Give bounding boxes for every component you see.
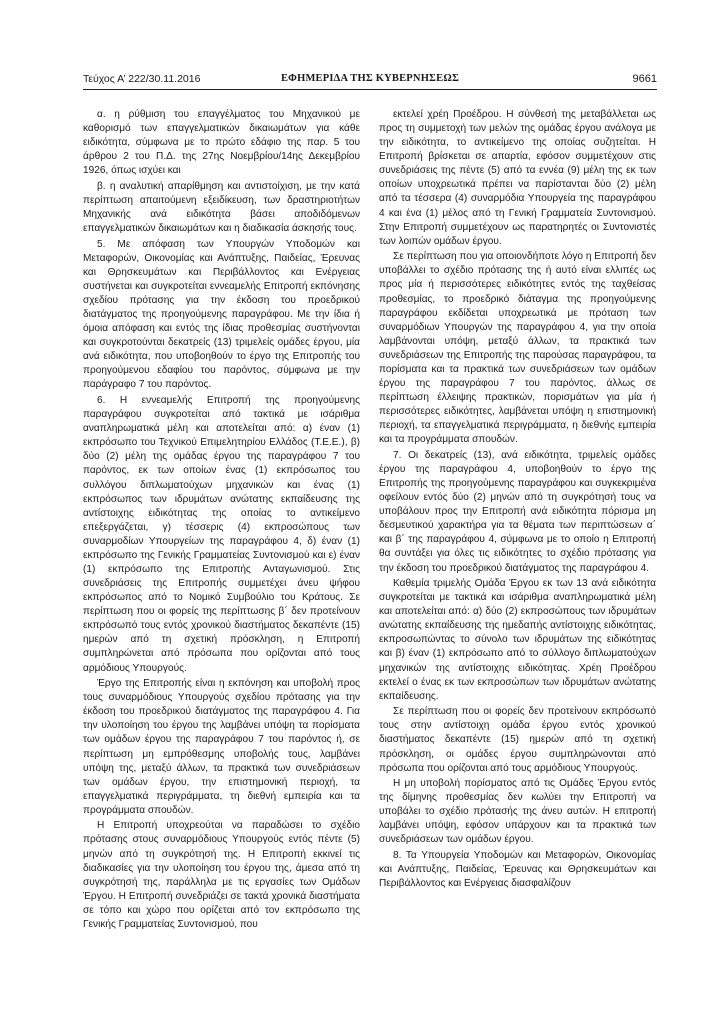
header-divider (83, 89, 657, 90)
paragraph: 8. Τα Υπουργεία Υποδομών και Μεταφορών, Οικονομίας και Ανάπτυξης, Παιδείας, Έρευνας και Θρησκευμάτων και Περιβάλλοντος και Ενέργειας διασφαλίζουν (379, 850, 656, 890)
paragraph: Σε περίπτωση που οι φορείς δεν προτείνουν εκπρόσωπό τους στην αντίστοιχη ομάδα έργου εντός χρονικού διαστήματος δεκαπέντε (15) ημερών από τη σχετική πρόσκληση, οι ομάδες έργου συμπληρώνονται από πρόσωπα που ορίζονται από τους αρμόδιους Υπουργούς. (379, 706, 656, 774)
paragraph: Η Επιτροπή υποχρεούται να παραδώσει το σχέδιο πρότασης στους συναρμόδιους Υπουργούς εντός πέντε (5) μηνών από τη συγκρότησή της. Η Επιτροπή εκκινεί τις διαδικασίες για την υλοποίηση του έργου της, άμεσα από τη συγκρότησή της, παράλληλα με τις εργασίες των Ομάδων Έργου. Η Επιτροπή συνεδριάζει σε τακτά χρονικά διαστήματα σε τόπο και χώρο που ορίζεται από τον εκπρόσωπο της Γενικής Γραμματείας Συντονισμού, που (83, 820, 360, 930)
paragraph: Καθεμία τριμελής Ομάδα Έργου εκ των 13 ανά ειδικότητα συγκροτείται με τακτικά και ισάριθμα αναπληρωματικά μέλη και αποτελείται από: α) δύο (2) εκπροσώπους των ιδρυμάτων ανώτατης εκπαίδευσης της ημεδαπής αντίστοιχης ειδικότητας, εκπροσωπώντας το σύνολο των ιδρυμάτων της ειδικότητας και β) έναν (1) εκπρόσωπο από το σύλλογο διπλωματούχων μηχανικών της αντίστοιχης ειδικότητας. Χρέη Προέδρου εκτελεί ο ένας εκ των εκπροσώπων των ιδρυμάτων ανώτατης εκπαίδευσης. (379, 578, 656, 702)
paragraph: Έργο της Επιτροπής είναι η εκπόνηση και υποβολή προς τους συναρμόδιους Υπουργούς σχεδίου πρότασης για την έκδοση του προεδρικού διατάγματος της παραγράφου 4. Για την υλοποίηση του έργου της λαμβάνει υπόψη τα πορίσματα των ομάδων έργου της παραγράφου 7 του παρόντος ή, σε περίπτωση μη εμπρόθεσμης υποβολής τους, λαμβάνει υπόψη της, μεταξύ άλλων, τα πρακτικά των συνεδριάσεων των ομάδων έργου, την επιστημονική περιοχή, τα επαγγελματικά περιγράμματα, τη διεθνή εμπειρία και τα προγράμματα σπουδών. (83, 678, 360, 816)
paragraph: α. η ρύθμιση του επαγγέλματος του Μηχανικού με καθορισμό των επαγγελματικών δικαιωμάτων για κάθε ειδικότητα, σύμφωνα με το πρώτο εδάφιο της παρ. 5 του άρθρου 2 του Π.Δ. της 27ης Νοεμβρίου/14ης Δεκεμβρίου 1926, όπως ισχύει και (83, 109, 360, 177)
paragraph: Η μη υποβολή πορίσματος από τις Ομάδες Έργου εντός της δίμηνης προθεσμίας δεν κωλύει την Επιτροπή να υποβάλει το σχέδιο πρότασής της άνευ αυτών. Η επιτροπή λαμβάνει υπόψη, εφόσον υπάρχουν και τα πρακτικά των συνεδριάσεων των ομάδων έργου. (379, 778, 656, 846)
page-header (83, 70, 657, 88)
right-column (379, 108, 656, 1004)
left-column (83, 108, 360, 1004)
paragraph: 5. Με απόφαση των Υπουργών Υποδομών και Μεταφορών, Οικονομίας και Ανάπτυξης, Παιδείας, Έρευνας και Θρησκευμάτων και Περιβάλλοντος και Ενέργειας συστήνεται και συγκροτείται εννεαμελής Επιτροπή εκπόνησης σχεδίου πρότασης για την έκδοση του προεδρικού διατάγματος της προηγούμενης παραγράφου. Με την ίδια ή όμοια απόφαση και εντός της ίδιας προθεσμίας συστήνονται και συγκροτούνται δεκατρείς (13) τριμελείς ομάδες έργου, μία ανά ειδικότητα, που υποβοηθούν το έργο της Επιτροπής του προηγούμενου εδαφίου του παρόντος, σύμφωνα με την παράγραφο 7 του παρόντος. (83, 238, 360, 391)
paragraph: 7. Οι δεκατρείς (13), ανά ειδικότητα, τριμελείς ομάδες έργου της παραγράφου 4, υποβοηθούν το έργο της Επιτροπής της προηγούμενης παραγράφου και συγκεκριμένα οφείλουν εντός δύο (2) μηνών από τη συγκρότησή τους να υποβάλουν προς την Επιτροπή ανά ειδικότητα πόρισμα μη δεσμευτικού χαρακτήρα για τα θέματα των περιπτώσεων α΄ και β΄ της παραγράφου 4, σύμφωνα με το οποίο η Επιτροπή θα συντάξει για όλες τις ειδικότητες το σχέδιο πρότασης για την έκδοση του προεδρικού διατάγματος της παραγράφου 4. (379, 449, 656, 574)
gazette-title: ΕΦΗΜΕΡΙΔΑ ΤΗΣ ΚΥΒΕΡΝΗΣΕΩΣ (280, 73, 460, 84)
paragraph: 6. Η εννεαμελής Επιτροπή της προηγούμενης παραγράφου συγκροτείται από τακτικά με ισάριθμα αναπληρωματικά μέλη και αποτελείται από: α) έναν (1) εκπρόσωπο του Τεχνικού Επιμελητηρίου Ελλάδος (Τ.Ε.Ε.), β) δύο (2) μέλη της ομάδας έργου της παραγράφου 7 του παρόντος, εκ των οποίων ένας (1) εκπρόσωπος του συλλόγου διπλωματούχων μηχανικών και ένας (1) εκπρόσωπος των ιδρυμάτων ανώτατης εκπαίδευσης της αντίστοιχης ειδικότητας της οποίας το αντικείμενο επεξεργάζεται, γ) τέσσερις (4) εκπροσώπους των συναρμοδίων Υπουργείων της παραγράφου 4, δ) έναν (1) εκπρόσωπο της Γενικής Γραμματείας Συντονισμού και ε) έναν (1) εκπρόσωπο της Επιτροπής Ανταγωνισμού. Στις συνεδριάσεις της Επιτροπής συμμετέχει άνευ ψήφου εκπρόσωπος από το Νομικό Συμβούλιο του Κράτους. Σε περίπτωση που οι φορείς της περίπτωσης β΄ δεν προτείνουν εκπρόσωπό τους εντός χρονικού διαστήματος δεκαπέντε (15) ημερών από τη σχετική πρόσκληση, η Επιτροπή συμπληρώνεται από πρόσωπα που ορίζονται από τους αρμόδιους Υπουργούς. (83, 395, 360, 674)
paragraph: Σε περίπτωση που για οποιονδήποτε λόγο η Επιτροπή δεν υποβάλλει το σχέδιο πρότασης της ή αυτό είναι ελλιπές ως προς μία ή περισσότερες ειδικότητες εντός της ταχθείσας προθεσμίας, το προεδρικό διάταγμα της προηγούμενης παραγράφου εκδίδεται υποχρεωτικά με πρόταση των συναρμόδιων Υπουργών της παραγράφου 4, για την οποία λαμβάνονται υπόψη, μεταξύ άλλων, τα πρακτικά των συνεδριάσεων της Επιτροπής της παρούσας παραγράφου, τα πορίσματα και τα πρακτικά των συνεδριάσεων των ομάδων έργου της παραγράφου 7 του παρόντος, άλλως σε περίπτωση έλλειψης πρακτικών, πορισμάτων για μία ή περισσότερες ειδικότητες, λαμβάνεται υπόψη η επιστημονική περιοχή, τα επαγγελματικά περιγράμματα, η διεθνής εμπειρία και τα προγράμματα σπουδών. (379, 251, 656, 446)
issue-reference: Τεύχος Α’ 222/30.11.2016 (83, 73, 201, 85)
paragraph: β. η αναλυτική απαρίθμηση και αντιστοίχιση, με την κατά περίπτωση απαιτούμενη εξειδίκευση, των δραστηριοτήτων Μηχανικής ανά ειδικότητα βάσει αποδιδόμενων επαγγελματικών δικαιωμάτων και η διαδικασία άσκησής τους. (83, 180, 360, 235)
paragraph: εκτελεί χρέη Προέδρου. Η σύνθεσή της μεταβάλλεται ως προς τη συμμετοχή των μελών της ομάδας έργου ανάλογα με την ειδικότητα, το αντικείμενο της οποίας συζητείται. Η Επιτροπή βρίσκεται σε απαρτία, εφόσον συμμετέχουν στις συνεδριάσεις της πέντε (5) από τα εννέα (9) μέλη της εκ των οποίων υποχρεωτικά πρέπει να παρίστανται δύο (2) μέλη από τα τέσσερα (4) συναρμόδια Υπουργεία της παραγράφου 4 και ένα (1) μέλος από τη Γενική Γραμματεία Συντονισμού. Στην Επιτροπή συμμετέχουν ως παρατηρητές οι Συντονιστές των λοιπών ομάδων έργου. (379, 109, 656, 247)
page-number: 9661 (632, 73, 657, 85)
